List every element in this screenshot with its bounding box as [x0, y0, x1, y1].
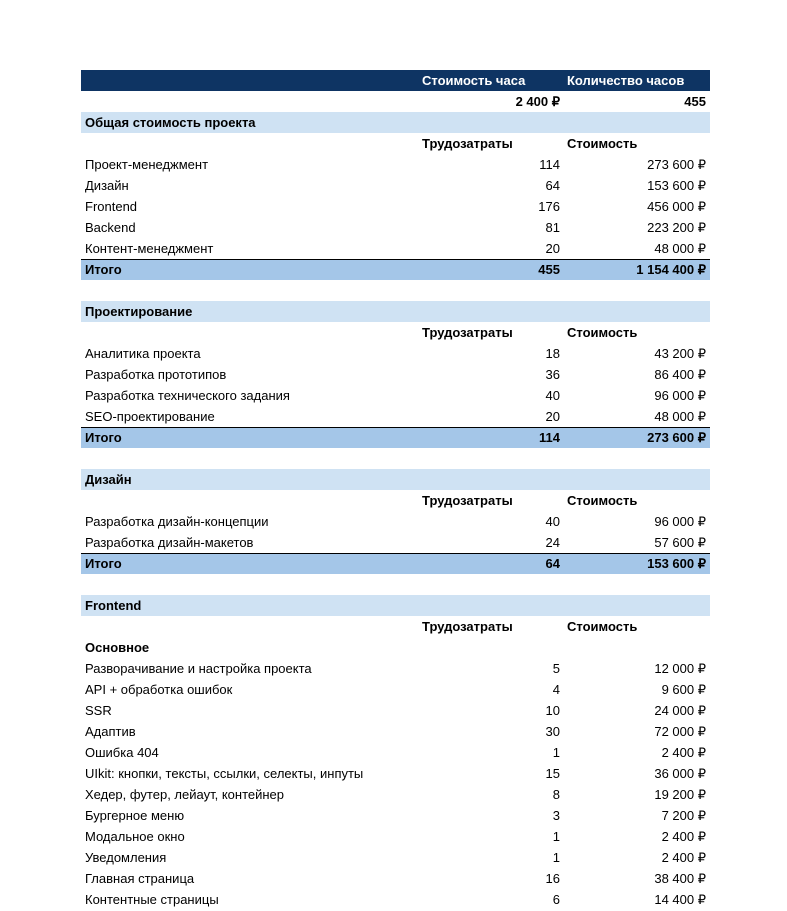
row-cost: 38 400 ₽: [654, 871, 706, 886]
row-cost: 43 200 ₽: [654, 346, 706, 361]
row-effort: 1: [552, 850, 560, 865]
cost-header: Стоимость: [567, 619, 638, 634]
rate-value: 2 400 ₽: [515, 94, 560, 109]
table-row: [81, 805, 710, 826]
row-name: API + обработка ошибок: [85, 682, 233, 697]
row-name: Модальное окно: [85, 829, 185, 844]
row-effort: 1: [552, 745, 560, 760]
total-row: [81, 553, 710, 574]
row-name: Аналитика проекта: [85, 346, 201, 361]
effort-header: Трудозатраты: [422, 619, 513, 634]
row-name: Разработка дизайн-макетов: [85, 535, 254, 550]
subgroup-title: [81, 637, 710, 658]
total-row: [81, 427, 710, 448]
row-cost: 57 600 ₽: [654, 535, 706, 550]
table-row: [81, 658, 710, 679]
table-row: [81, 343, 710, 364]
row-name: Ошибка 404: [85, 745, 159, 760]
row-effort: 6: [552, 892, 560, 907]
section-title: [81, 469, 710, 490]
row-cost: 273 600 ₽: [647, 157, 706, 172]
row-cost: 19 200 ₽: [654, 787, 706, 802]
section-title: [81, 112, 710, 133]
table-row: [81, 679, 710, 700]
row-effort: 20: [545, 409, 560, 424]
table-row: [81, 175, 710, 196]
table-row: [81, 742, 710, 763]
table-row: [81, 532, 710, 553]
table-row: [81, 406, 710, 427]
row-name: Backend: [85, 220, 136, 235]
table-row: [81, 889, 710, 910]
row-effort: 1: [552, 829, 560, 844]
row-cost: 223 200 ₽: [647, 220, 706, 235]
row-cost: 96 000 ₽: [654, 388, 706, 403]
row-effort: 40: [545, 388, 560, 403]
row-effort: 30: [545, 724, 560, 739]
row-cost: 9 600 ₽: [661, 682, 706, 697]
column-headers: [81, 322, 710, 343]
row-name: UIkit: кнопки, тексты, ссылки, селекты, инпуты: [85, 766, 364, 781]
row-cost: 153 600 ₽: [647, 178, 706, 193]
section-title-text: Frontend: [85, 598, 142, 613]
effort-header: Трудозатраты: [422, 136, 513, 151]
section-title-text: Общая стоимость проекта: [85, 115, 256, 130]
row-effort: 176: [538, 199, 560, 214]
row-name: Адаптив: [85, 724, 136, 739]
row-name: Хедер, футер, лейаут, контейнер: [85, 787, 285, 802]
row-effort: 24: [545, 535, 560, 550]
row-cost: 48 000 ₽: [654, 241, 706, 256]
row-cost: 456 000 ₽: [647, 199, 706, 214]
row-cost: 72 000 ₽: [654, 724, 706, 739]
row-effort: 81: [545, 220, 560, 235]
row-cost: 24 000 ₽: [654, 703, 706, 718]
column-headers: [81, 490, 710, 511]
row-cost: 96 000 ₽: [654, 514, 706, 529]
row-name: Разворачивание и настройка проекта: [85, 661, 312, 676]
spacer: [81, 280, 710, 301]
row-effort: 16: [545, 871, 560, 886]
table-row: [81, 217, 710, 238]
row-cost: 12 000 ₽: [654, 661, 706, 676]
subgroup-title-text: Основное: [85, 640, 150, 655]
row-effort: 36: [545, 367, 560, 382]
row-name: Разработка технического задания: [85, 388, 290, 403]
section-title: [81, 595, 710, 616]
estimate-sheet: [81, 70, 710, 910]
row-effort: 18: [545, 346, 560, 361]
row-cost: 2 400 ₽: [661, 745, 706, 760]
total-effort: 455: [538, 262, 560, 277]
total-label: Итого: [85, 262, 122, 277]
cost-header: Стоимость: [567, 325, 638, 340]
row-name: Проект-менеджмент: [85, 157, 209, 172]
row-effort: 64: [545, 178, 560, 193]
column-headers: [81, 616, 710, 637]
total-cost: 273 600 ₽: [647, 430, 706, 445]
row-effort: 114: [539, 157, 560, 172]
total-row: [81, 259, 710, 280]
row-cost: 36 000 ₽: [654, 766, 706, 781]
row-effort: 5: [552, 661, 560, 676]
table-row: [81, 847, 710, 868]
table-row: [81, 784, 710, 805]
total-effort: 64: [545, 556, 560, 571]
table-row: [81, 868, 710, 889]
row-name: Бургерное меню: [85, 808, 185, 823]
section-title: [81, 301, 710, 322]
table-row: [81, 826, 710, 847]
column-headers: [81, 133, 710, 154]
table-row: [81, 700, 710, 721]
effort-header: Трудозатраты: [422, 325, 513, 340]
cost-header: Стоимость: [567, 493, 638, 508]
row-effort: 3: [552, 808, 560, 823]
row-name: Frontend: [85, 199, 138, 214]
row-name: Контент-менеджмент: [85, 241, 214, 256]
row-name: Разработка прототипов: [85, 367, 227, 382]
hours-value: 455: [684, 94, 706, 109]
row-effort: 10: [545, 703, 560, 718]
row-cost: 14 400 ₽: [654, 892, 706, 907]
table-row: [81, 154, 710, 175]
rate-header: Стоимость часа: [422, 73, 526, 88]
row-name: Контентные страницы: [85, 892, 219, 907]
row-effort: 8: [552, 787, 560, 802]
row-name: Дизайн: [85, 178, 129, 193]
row-cost: 2 400 ₽: [661, 829, 706, 844]
table-row: [81, 511, 710, 532]
spacer: [81, 448, 710, 469]
row-cost: 48 000 ₽: [654, 409, 706, 424]
hours-header: Количество часов: [567, 73, 685, 88]
row-cost: 86 400 ₽: [654, 367, 706, 382]
table-row: [81, 385, 710, 406]
row-cost: 7 200 ₽: [661, 808, 706, 823]
row-name: Главная страница: [85, 871, 195, 886]
total-label: Итого: [85, 556, 122, 571]
section-title-text: Проектирование: [85, 304, 193, 319]
table-row: [81, 238, 710, 259]
row-cost: 2 400 ₽: [661, 850, 706, 865]
sections-container: [81, 112, 710, 910]
row-effort: 15: [545, 766, 560, 781]
row-effort: 40: [545, 514, 560, 529]
table-row: [81, 763, 710, 784]
total-cost: 1 154 400 ₽: [636, 262, 706, 277]
cost-header: Стоимость: [567, 136, 638, 151]
row-name: Разработка дизайн-концепции: [85, 514, 269, 529]
total-label: Итого: [85, 430, 122, 445]
header-values-row: [81, 91, 710, 112]
row-name: SSR: [85, 703, 112, 718]
table-row: [81, 721, 710, 742]
header-row: [81, 70, 710, 91]
table-row: [81, 364, 710, 385]
spacer: [81, 574, 710, 595]
effort-header: Трудозатраты: [422, 493, 513, 508]
total-cost: 153 600 ₽: [647, 556, 706, 571]
section-title-text: Дизайн: [85, 472, 132, 487]
table-row: [81, 196, 710, 217]
row-effort: 20: [545, 241, 560, 256]
total-effort: 114: [539, 430, 560, 445]
row-name: Уведомления: [85, 850, 167, 865]
row-name: SEO-проектирование: [85, 409, 215, 424]
row-effort: 4: [552, 682, 560, 697]
